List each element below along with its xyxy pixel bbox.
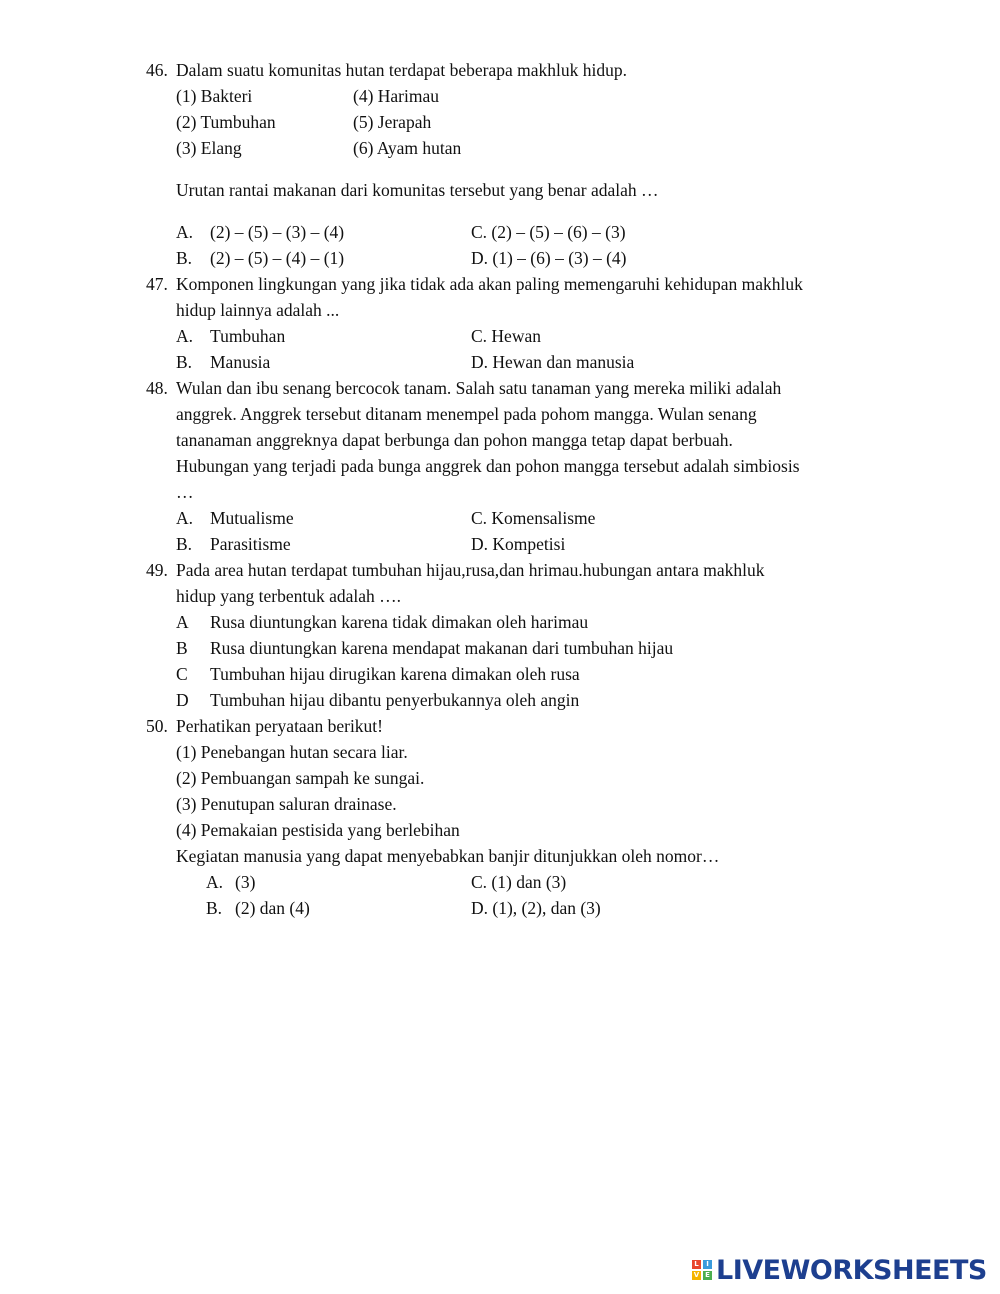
organism-item: (5) Jerapah [353, 112, 432, 132]
option-b-letter[interactable]: B [176, 638, 188, 658]
organism-item: (2) Tumbuhan [176, 112, 276, 132]
option-b-letter[interactable]: B. [206, 898, 223, 918]
question-prompt: Kegiatan manusia yang dapat menyebabkan banjir ditunjukkan oleh nomor… [176, 846, 720, 866]
logo-text: LIVEWORKSHEETS [716, 1254, 987, 1286]
question-48 [146, 375, 906, 557]
option-row [146, 219, 906, 245]
question-stem: tananaman anggreknya dapat berbunga dan pohon mangga tetap dapat berbuah. [176, 430, 733, 450]
statement-item: (4) Pemakaian pestisida yang berlebihan [176, 820, 460, 840]
option-a[interactable]: Tumbuhan [210, 326, 286, 346]
question-49 [146, 557, 906, 713]
option-b-letter[interactable]: B. [176, 352, 193, 372]
logo-icon-tile: V [693, 1271, 700, 1279]
option-row [146, 323, 906, 349]
option-row [146, 349, 906, 375]
question-number: 49. [146, 560, 168, 580]
option-a-letter[interactable]: A. [176, 222, 194, 242]
option-a[interactable]: Mutualisme [210, 508, 294, 528]
option-a[interactable]: (2) – (5) – (3) – (4) [210, 222, 345, 242]
question-number: 48. [146, 378, 168, 398]
question-46 [146, 57, 906, 271]
option-row [146, 531, 906, 557]
option-c[interactable]: C. (1) dan (3) [471, 872, 567, 892]
option-row [146, 245, 906, 271]
organism-item: (3) Elang [176, 138, 242, 158]
question-stem: Wulan dan ibu senang bercocok tanam. Salah satu tanaman yang mereka miliki adalah [176, 378, 782, 398]
statement-item: (2) Pembuangan sampah ke sungai. [176, 768, 425, 788]
option-d[interactable]: D. Hewan dan manusia [471, 352, 635, 372]
question-stem: hidup yang terbentuk adalah …. [176, 586, 402, 606]
option-d[interactable]: D. Kompetisi [471, 534, 566, 554]
question-stem: hidup lainnya adalah ... [176, 300, 340, 320]
logo-icon-tile: L [692, 1260, 701, 1269]
question-number: 47. [146, 274, 168, 294]
option-row[interactable] [146, 609, 906, 635]
option-a-letter[interactable]: A [176, 612, 189, 632]
organism-item: (1) Bakteri [176, 86, 253, 106]
liveworksheets-logo [692, 1254, 987, 1286]
option-d-letter[interactable]: D [176, 690, 189, 710]
question-number: 46. [146, 60, 168, 80]
question-stem: Perhatikan peryataan berikut! [176, 716, 383, 736]
question-number: 50. [146, 716, 168, 736]
option-row[interactable] [146, 687, 906, 713]
option-a[interactable]: Rusa diuntungkan karena tidak dimakan oleh harimau [210, 612, 589, 632]
question-stem: Komponen lingkungan yang jika tidak ada akan paling memengaruhi kehidupan makhluk [176, 274, 803, 294]
question-50 [146, 713, 906, 921]
question-47 [146, 271, 906, 375]
question-prompt: Urutan rantai makanan dari komunitas tersebut yang benar adalah … [176, 180, 659, 200]
option-c[interactable]: C. Hewan [471, 326, 541, 346]
question-stem: Hubungan yang terjadi pada bunga anggrek dan pohon mangga tersebut adalah simbiosis [176, 456, 800, 476]
question-stem: Pada area hutan terdapat tumbuhan hijau,rusa,dan hrimau.hubungan antara makhluk [176, 560, 765, 580]
option-c[interactable]: Tumbuhan hijau dirugikan karena dimakan oleh rusa [210, 664, 580, 684]
option-a-letter[interactable]: A. [176, 326, 194, 346]
option-c-letter[interactable]: C [176, 664, 188, 684]
option-d[interactable]: Tumbuhan hijau dibantu penyerbukannya oleh angin [210, 690, 580, 710]
question-stem: … [176, 482, 194, 502]
liveworksheets-logo-icon [692, 1260, 712, 1280]
option-a[interactable]: (3) [235, 872, 256, 892]
option-b-letter[interactable]: B. [176, 248, 193, 268]
option-b[interactable]: Manusia [210, 352, 271, 372]
option-a-letter[interactable]: A. [176, 508, 194, 528]
option-c[interactable]: C. Komensalisme [471, 508, 596, 528]
option-row [146, 869, 906, 895]
option-d[interactable]: D. (1), (2), dan (3) [471, 898, 601, 918]
option-row [146, 505, 906, 531]
statement-item: (3) Penutupan saluran drainase. [176, 794, 397, 814]
organism-item: (4) Harimau [353, 86, 440, 106]
statement-item: (1) Penebangan hutan secara liar. [176, 742, 408, 762]
question-stem: Dalam suatu komunitas hutan terdapat beberapa makhluk hidup. [176, 60, 627, 80]
option-d[interactable]: D. (1) – (6) – (3) – (4) [471, 248, 627, 268]
option-row[interactable] [146, 635, 906, 661]
option-b[interactable]: Parasitisme [210, 534, 291, 554]
logo-icon-tile: I [703, 1260, 712, 1269]
option-row[interactable] [146, 661, 906, 687]
organism-item: (6) Ayam hutan [353, 138, 462, 158]
logo-icon-tile: E [703, 1271, 712, 1280]
option-b-letter[interactable]: B. [176, 534, 193, 554]
option-row [146, 895, 906, 921]
option-b[interactable]: Rusa diuntungkan karena mendapat makanan dari tumbuhan hijau [210, 638, 674, 658]
option-b[interactable]: (2) dan (4) [235, 898, 310, 918]
option-a-letter[interactable]: A. [206, 872, 224, 892]
option-b[interactable]: (2) – (5) – (4) – (1) [210, 248, 345, 268]
question-stem: anggrek. Anggrek tersebut ditanam menempel pada pohom mangga. Wulan senang [176, 404, 757, 424]
option-c[interactable]: C. (2) – (5) – (6) – (3) [471, 222, 626, 242]
